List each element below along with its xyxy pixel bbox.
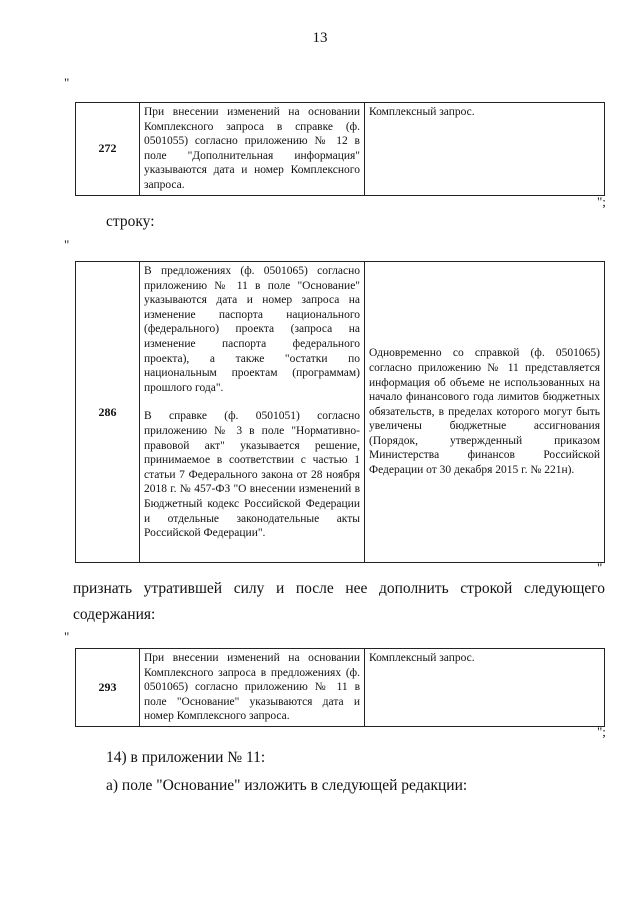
condition-paragraph: В справке (ф. 0501051) согласно приложению № 3 в поле "Нормативно-правовой акт" указывается решение, принимаемое в соответствии с частью 1 статьи 7 Федерального закона от 28 ноября 2018 г. № 457-ФЗ "О внесении изменений в Бюджетный кодекс Российской Федерации и отдельные законодательные акты Российской Федерации". <box>144 410 360 540</box>
open-quote: " <box>64 629 70 644</box>
row-number: 293 <box>76 649 140 727</box>
row-condition <box>140 262 365 563</box>
table-row-293 <box>75 648 605 727</box>
row-document: Комплексный запрос. <box>365 649 605 727</box>
open-quote: " <box>64 237 70 252</box>
open-quote: " <box>64 75 70 90</box>
page-number: 13 <box>312 30 328 46</box>
close-quote: "; <box>597 724 606 739</box>
row-document: Одновременно со справкой (ф. 0501065) согласно приложению № 11 представляется информация об объеме не использованных на начало финансового года лимитов бюджетных обязательств, в пределах которого могут быть увеличены бюджетные ассигнования (Порядок, утвержденный приказом Министерства финансов Российской Федерации от 30 декабря 2015 г. № 221н). <box>365 262 605 563</box>
row-document: Комплексный запрос. <box>365 103 605 196</box>
instruction-text: 14) в приложении № 11: <box>106 749 266 766</box>
row-condition: При внесении изменений на основании Комплексного запроса в справке (ф. 0501055) согласно приложению № 12 в поле "Дополнительная информация" указываются дата и номер Комплексного запроса. <box>140 103 365 196</box>
instruction-text: а) поле "Основание" изложить в следующей редакции: <box>106 777 468 794</box>
instruction-text: строку: <box>106 213 155 230</box>
instruction-text: содержания: <box>73 606 156 623</box>
table-row-286 <box>75 261 605 563</box>
close-quote: "; <box>597 194 606 209</box>
instruction-text: признать утратившей силу и после нее дополнить строкой следующего <box>73 580 605 597</box>
table-row-272 <box>75 102 605 196</box>
row-number: 286 <box>76 262 140 563</box>
close-quote: " <box>597 560 603 575</box>
row-condition: При внесении изменений на основании Комплексного запроса в предложениях (ф. 0501065) согласно приложению № 11 в поле "Основание" указываются дата и номер Комплексного запроса. <box>140 649 365 727</box>
condition-paragraph: В предложениях (ф. 0501065) согласно приложению № 11 в поле "Основание" указываются дата и номер запроса на изменение паспорта национального (федерального) проекта (запроса на изменение паспорта федерального проекта), а также "остатки по национальным проектам (программам) прошлого года". <box>144 265 360 394</box>
row-number: 272 <box>76 103 140 196</box>
